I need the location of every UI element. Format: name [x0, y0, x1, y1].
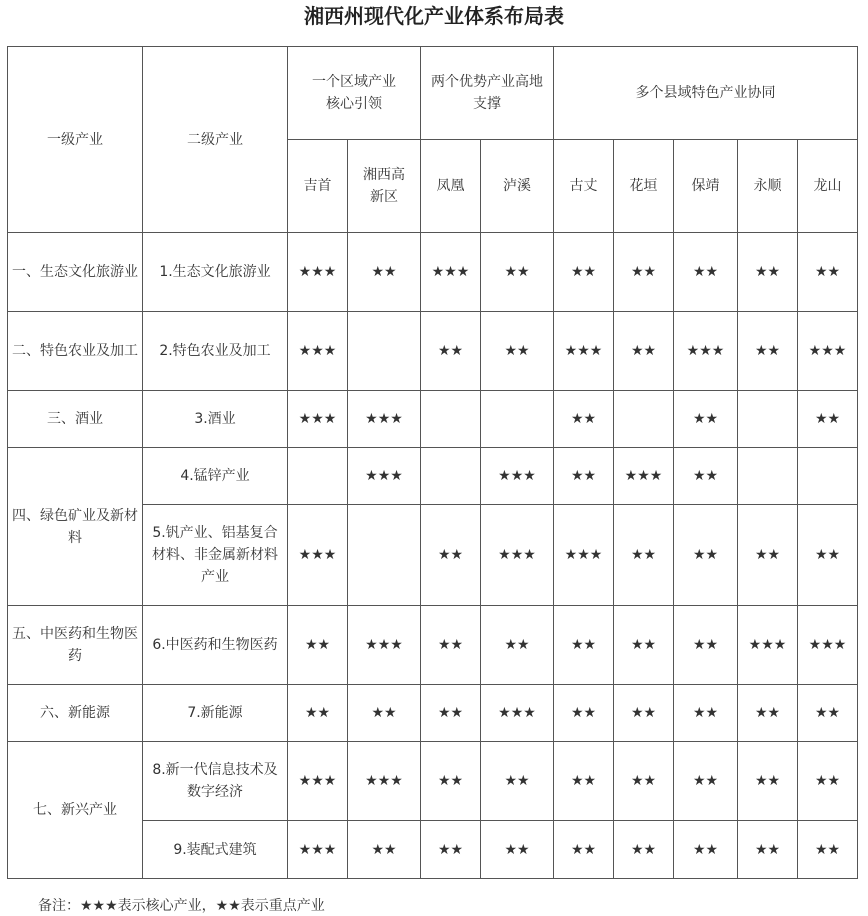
rating-cell: ★★	[674, 685, 738, 742]
rating-cell: ★★	[798, 233, 858, 312]
header-group-advantage: 两个优势产业高地支撑	[421, 47, 554, 140]
rating-cell: ★★	[798, 391, 858, 448]
rating-cell: ★★★	[288, 312, 348, 391]
rating-cell: ★★	[738, 233, 798, 312]
rating-cell: ★★	[798, 821, 858, 879]
rating-cell: ★★★	[288, 505, 348, 606]
rating-cell: ★★	[481, 312, 554, 391]
rating-cell: ★★★	[798, 312, 858, 391]
rating-cell: ★★★	[481, 505, 554, 606]
table-row	[8, 606, 858, 685]
rating-cell: ★★★	[348, 742, 421, 821]
rating-cell: ★★	[614, 312, 674, 391]
rating-cell: ★★	[798, 685, 858, 742]
rating-cell: ★★★	[798, 606, 858, 685]
rating-cell	[798, 448, 858, 505]
table-row	[8, 742, 858, 821]
rating-cell: ★★★	[554, 312, 614, 391]
level2-industry: 5.钒产业、铝基复合材料、非金属新材料产业	[143, 505, 288, 606]
level1-industry: 四、绿色矿业及新材料	[8, 448, 143, 606]
rating-cell: ★★★	[288, 233, 348, 312]
table-row	[8, 685, 858, 742]
table-row	[8, 233, 858, 312]
rating-cell: ★★	[348, 685, 421, 742]
rating-cell: ★★	[798, 742, 858, 821]
rating-cell: ★★	[554, 606, 614, 685]
rating-cell: ★★	[738, 821, 798, 879]
rating-cell: ★★★	[738, 606, 798, 685]
rating-cell: ★★	[738, 505, 798, 606]
region-header: 古丈	[554, 140, 614, 233]
rating-cell: ★★	[421, 742, 481, 821]
rating-cell: ★★	[738, 685, 798, 742]
table-title: 湘西州现代化产业体系布局表	[304, 4, 564, 28]
rating-cell	[481, 391, 554, 448]
rating-cell	[738, 391, 798, 448]
header-level1: 一级产业	[8, 47, 143, 233]
level1-industry: 七、新兴产业	[8, 742, 143, 879]
rating-cell: ★★	[348, 821, 421, 879]
level2-industry: 2.特色农业及加工	[143, 312, 288, 391]
rating-cell: ★★	[614, 233, 674, 312]
region-header: 湘西高新区	[348, 140, 421, 233]
header-row-1	[8, 47, 858, 140]
rating-cell: ★★	[421, 685, 481, 742]
level2-industry: 1.生态文化旅游业	[143, 233, 288, 312]
rating-cell: ★★	[421, 606, 481, 685]
level2-industry: 8.新一代信息技术及数字经济	[143, 742, 288, 821]
level2-industry: 3.酒业	[143, 391, 288, 448]
rating-cell: ★★	[348, 233, 421, 312]
region-header: 花垣	[614, 140, 674, 233]
region-header: 保靖	[674, 140, 738, 233]
table-row	[8, 312, 858, 391]
rating-cell: ★★	[674, 448, 738, 505]
rating-cell: ★★	[674, 391, 738, 448]
industry-layout-table	[7, 46, 858, 879]
rating-cell: ★★	[614, 606, 674, 685]
level2-industry: 6.中医药和生物医药	[143, 606, 288, 685]
rating-cell: ★★★	[614, 448, 674, 505]
rating-cell: ★★	[481, 821, 554, 879]
rating-cell: ★★★	[481, 448, 554, 505]
region-header: 凤凰	[421, 140, 481, 233]
rating-cell: ★★	[798, 505, 858, 606]
rating-cell: ★★	[674, 606, 738, 685]
rating-cell: ★★	[554, 685, 614, 742]
rating-cell: ★★★	[481, 685, 554, 742]
rating-cell: ★★★	[421, 233, 481, 312]
rating-cell: ★★★	[288, 742, 348, 821]
level2-industry: 4.锰锌产业	[143, 448, 288, 505]
rating-cell	[421, 448, 481, 505]
rating-cell: ★★	[554, 742, 614, 821]
rating-cell: ★★	[674, 821, 738, 879]
rating-cell	[288, 448, 348, 505]
rating-cell: ★★★	[348, 606, 421, 685]
table-row	[8, 448, 858, 505]
region-header: 泸溪	[481, 140, 554, 233]
rating-cell: ★★★	[348, 391, 421, 448]
level1-industry: 六、新能源	[8, 685, 143, 742]
rating-cell: ★★	[554, 821, 614, 879]
region-header: 龙山	[798, 140, 858, 233]
level1-industry: 三、酒业	[8, 391, 143, 448]
rating-cell: ★★	[421, 821, 481, 879]
rating-cell: ★★★	[288, 391, 348, 448]
rating-cell: ★★	[481, 742, 554, 821]
region-header: 永顺	[738, 140, 798, 233]
rating-cell	[348, 312, 421, 391]
rating-cell	[348, 505, 421, 606]
rating-cell: ★★	[288, 685, 348, 742]
rating-cell: ★★	[738, 312, 798, 391]
rating-cell: ★★★	[348, 448, 421, 505]
rating-cell	[738, 448, 798, 505]
rating-cell: ★★	[421, 505, 481, 606]
level2-industry: 7.新能源	[143, 685, 288, 742]
header-group-core: 一个区域产业核心引领	[288, 47, 421, 140]
rating-cell: ★★★	[674, 312, 738, 391]
rating-cell: ★★	[481, 233, 554, 312]
rating-cell: ★★	[674, 233, 738, 312]
rating-cell	[421, 391, 481, 448]
header-level2: 二级产业	[143, 47, 288, 233]
rating-cell: ★★	[554, 233, 614, 312]
rating-cell: ★★	[554, 391, 614, 448]
rating-cell: ★★	[674, 505, 738, 606]
header-group-county: 多个县域特色产业协同	[554, 47, 858, 140]
rating-cell: ★★	[738, 742, 798, 821]
rating-cell: ★★	[421, 312, 481, 391]
level1-industry: 五、中医药和生物医药	[8, 606, 143, 685]
rating-cell: ★★	[554, 448, 614, 505]
rating-cell	[614, 391, 674, 448]
rating-cell: ★★	[481, 606, 554, 685]
rating-cell: ★★	[614, 821, 674, 879]
region-header: 吉首	[288, 140, 348, 233]
rating-cell: ★★	[674, 742, 738, 821]
level1-industry: 二、特色农业及加工	[8, 312, 143, 391]
rating-cell: ★★	[614, 505, 674, 606]
table-row	[8, 391, 858, 448]
footnote: 备注：★★★表示核心产业，★★表示重点产业	[38, 898, 325, 914]
rating-cell: ★★	[288, 606, 348, 685]
rating-cell: ★★★	[288, 821, 348, 879]
rating-cell: ★★	[614, 742, 674, 821]
level2-industry: 9.装配式建筑	[143, 821, 288, 879]
rating-cell: ★★★	[554, 505, 614, 606]
level1-industry: 一、生态文化旅游业	[8, 233, 143, 312]
rating-cell: ★★	[614, 685, 674, 742]
